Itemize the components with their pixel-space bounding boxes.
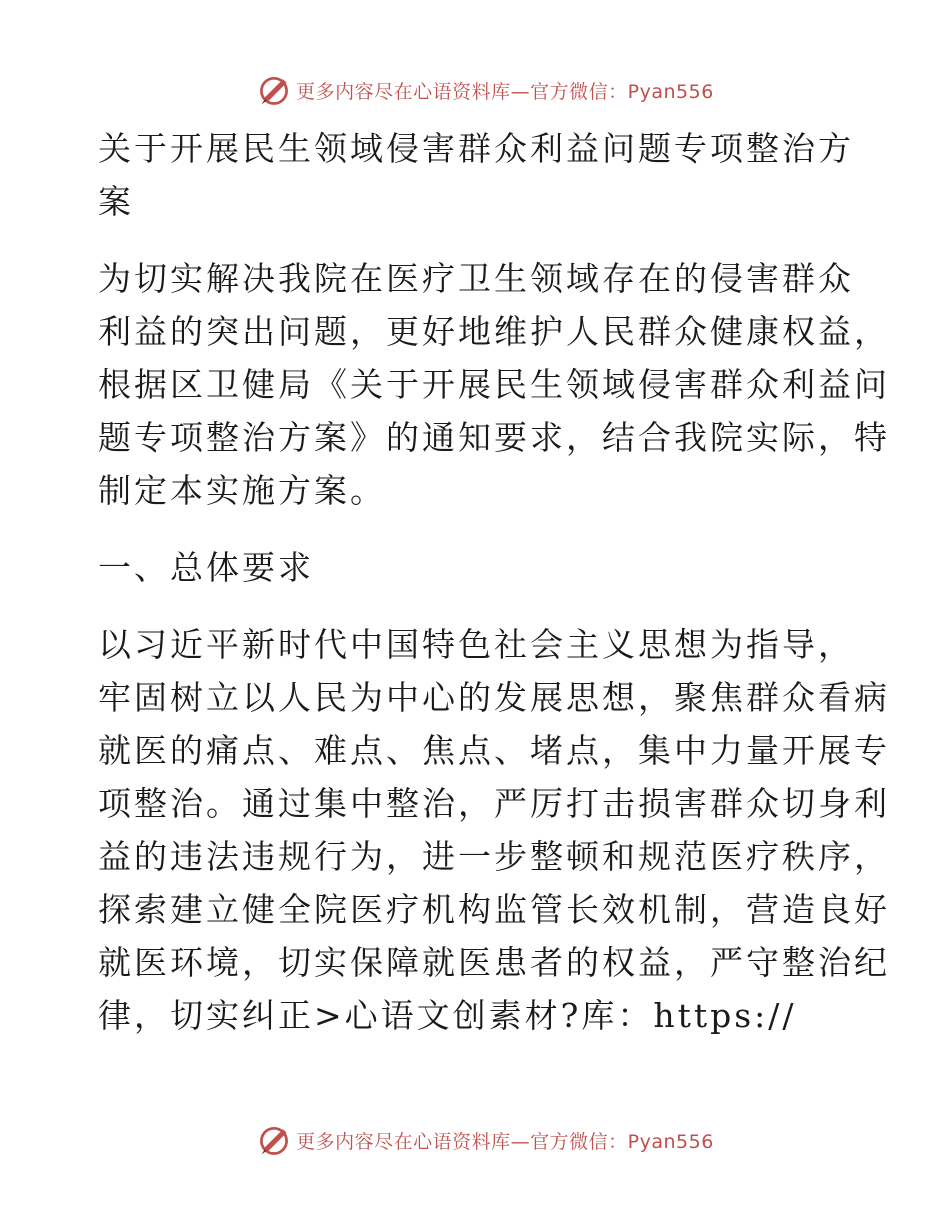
- watermark-text: 更多内容尽在心语资料库—官方微信：Pyan556: [296, 80, 714, 103]
- quill-pen-logo-icon: [256, 72, 292, 108]
- header-watermark: [0, 70, 950, 110]
- section-line-1: 以习近平新时代中国特色社会主义思想为指导，: [98, 625, 854, 664]
- footer-watermark: [0, 1120, 950, 1160]
- watermark-group: [256, 1122, 714, 1158]
- section-line-3: 就医的痛点、难点、焦点、堵点，集中力量开展专: [98, 731, 890, 770]
- paragraph-gap: [98, 517, 858, 541]
- intro-line-2: 利益的突出问题，更好地维护人民群众健康权益，: [98, 312, 890, 351]
- section-line-8: 律，切实纠正>心语文创素材?库：https://: [98, 996, 797, 1035]
- document-title-line-1: 关于开展民生领域侵害群众利益问题专项整治方: [98, 129, 854, 168]
- intro-line-4: 题专项整治方案》的通知要求，结合我院实际，特: [98, 418, 890, 457]
- section-line-2: 牢固树立以人民为中心的发展思想，聚焦群众看病: [98, 678, 890, 717]
- intro-line-5: 制定本实施方案。: [98, 471, 386, 510]
- intro-line-1: 为切实解决我院在医疗卫生领域存在的侵害群众: [98, 259, 854, 298]
- section-heading: 一、总体要求: [98, 548, 314, 587]
- section-line-4: 项整治。通过集中整治，严厉打击损害群众切身利: [98, 784, 890, 823]
- section-line-6: 探索建立健全院医疗机构监管长效机制，营造良好: [98, 890, 890, 929]
- section-line-7: 就医环境，切实保障就医患者的权益，严守整治纪: [98, 943, 890, 982]
- paragraph-gap: [98, 228, 858, 252]
- paragraph-gap: [98, 594, 858, 618]
- intro-line-3: 根据区卫健局《关于开展民生领域侵害群众利益问: [98, 365, 890, 404]
- document-title-line-2: 案: [98, 182, 134, 221]
- document-body: [98, 122, 890, 1042]
- watermark-text: 更多内容尽在心语资料库—官方微信：Pyan556: [296, 1130, 714, 1153]
- section-line-5: 益的违法违规行为，进一步整顿和规范医疗秩序，: [98, 837, 890, 876]
- quill-pen-logo-icon: [256, 1122, 292, 1158]
- watermark-group: [256, 72, 714, 108]
